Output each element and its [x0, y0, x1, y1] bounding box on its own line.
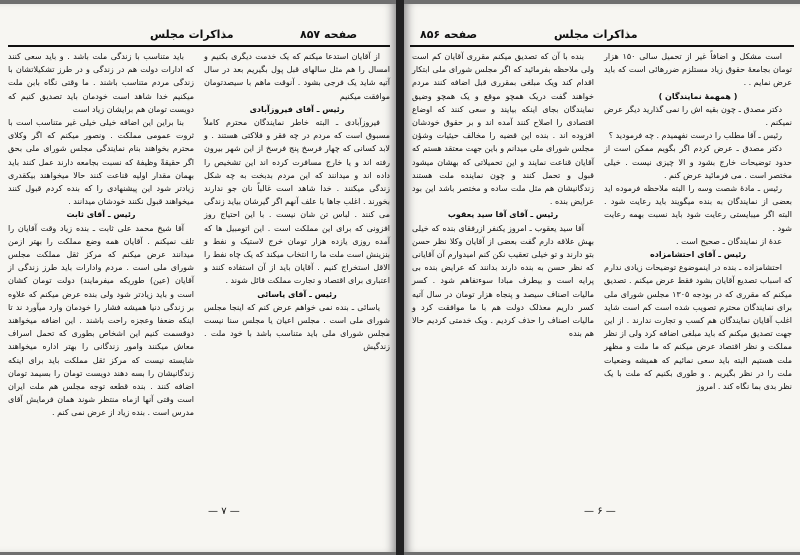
paragraph: یاسائی ـ بنده نمی خواهم عرض کنم که اینجا مجلس شورای ملی است . مجلس اعیان یا مجلس سنا نیست مجلس شورای ملی باید متناسب باشد با خود ملت . زندگیش [204, 302, 390, 352]
header-title: مذاکرات مجلس [150, 28, 234, 41]
paragraph: آقا سید یعقوب ـ امروز یکنفر ازرفقای بنده که خیلی بهش علاقه دارم گفت بعضی از آقایان وکلا نظر حسن بتو دارند و تو خیلی تعقیب نکن کنم امیدوارم آن آقایانی که نظر حسن به بنده دارند بدانند که عرایض بنده بی پرایه است و بیطرف مبادا سوءتفاهم شود . کسر مالیات اصناف سیصد و پنجاه هزار تومان در سال آتیه کسر داریم معذلک دولت هم با ما موافقت کرد و مالیات اصناف را حذف کردیم . ویک خدمتی کردیم حالا هم بنده [412, 223, 594, 339]
paragraph: از آقایان استدعا میکنم که یک خدمت دیگری بکنیم و امسال را هم مثل سالهای قبل پول بگیریم بعد در سال آتیه شاید یک فرجی بشود . آنوقت ماهم با سیصدتومان موافقت میکنیم [204, 52, 390, 101]
column-outer [8, 50, 194, 420]
paragraph: رئیس ـ مادهٔ شصت وسه را البته ملاحظه فرموده اید بعضی از نمایندگان به بنده میگویند باید رعایت شود . البته اگر میبایستی رعایت شود باید نسبت بهمه رعایت شود . [604, 184, 792, 233]
paragraph: بنا براین این اضافه خیلی خیلی غیر متناسب است با ثروت عمومی مملکت . ونصور میکنم که اگر وکلای محترم بخواهند بنام نمایندگی مجلس شورای ملی بحق اگر حقیقةً وظیفهٔ که نسبت بجامعه دارند عمل کنند باید بهمان مقدار اولیه قناعت کنند حالا میخواهند بیکقدری زیادتر شود این پیشنهادی را که بنده کردم قبول کنند میخواهند قبول نکنند خودشان میدانند . [8, 118, 194, 207]
right-page [404, 4, 800, 552]
book-spine [396, 0, 404, 555]
header-page-number: صفحه ۸۵۷ [300, 28, 358, 41]
paragraph: عدهٔ از نمایندگان ـ صحیح است . [676, 236, 782, 246]
paragraph: است مشکل و اضافاً غیر از تحمیل سالی ۱۵۰ هزار تومان بجامعهٔ حقوق زیاد مستلزم ضررهائی است که باید عرض نمایم . . [604, 52, 792, 88]
header-rule [8, 45, 390, 47]
paragraph: باید متناسب با زندگی ملت باشد . و باید سعی کنند که ادارات دولت هم در زندگی و در طرز تشکیلاتشان با زندگی مردم متناسب باشند . ما وقتی نگاه بابن ملت میکنیم خدا شاهد است خودمان باید تصدیق کنیم که دویست تومان هم برایشان زیاد است [8, 52, 194, 114]
speaker-heading: رئیس ـ آقای یاسائی [257, 289, 337, 299]
left-page [0, 4, 396, 552]
speaker-heading: رئیس ـ آقای احتشامزاده [649, 250, 746, 260]
paragraph: دکتر مصدق ـ چون بقیه اش را نمی گذارید دیگر عرض نمیکنم . [604, 104, 792, 128]
page-number: — ۷ — [208, 506, 240, 517]
paragraph: بنده با آن که تصدیق میکنم مقرری آقایان کم است ولی ملاحظه بفرمائید که اگر مجلس شورای ملی ابتکار اقدام کند ویک مبلغی بمقرری قبل اضافه کنند مردم خواهند گفت دریک همچو موقع و یک همچو وضیق نمایندگان بجای اینکه بیایند و سعی کنند که اوضاع اقتصادی را اصلاح کنند آمده اند و بر حقوق خودشان افزوده اند . بنده این قضیه را مخالف حیثیات وشؤن مجلس شورای ملی میدانم و باین جهت معتقد هستم که آقایان قناعت نمایند و این تحمیلاتی که بهشان میشود قبول و تحمل کنند و چون نماینده ملت هستند زندگانیشان هم مثل ملت ساده و مختصر باشد این بود عرایض بنده . [412, 52, 594, 207]
header-page-number: صفحه ۸۵۶ [420, 28, 478, 41]
paragraph: دکتر مصدق ـ عرض کردم اگر بگویم ممکن است از حدود توضیحات خارج بشود و الا چیزی نیست . خیلی مختصر است . می فرمائید عرض کنم . [604, 144, 792, 180]
column-inner [204, 50, 390, 354]
column-outer [604, 50, 792, 393]
paragraph: فیروزآبادی ـ البته خاطر نمایندگان محترم کاملاً مسبوق است که مردم در چه فقر و فلاکتی هستند . و لابد کسانی که چهار فرسخ پنج فرسخ از این شهر بیرون رفته اند و یا خارج مسافرت کرده اند این تشخیص را داده اند و میدانند که این مردم بدبخت به چه شکل زندگی میکنند . خدا شاهد است غالباً نان جو ندارند بخورند . اغلب جاها با علف آنهم اگر گیرشان بیاید زندگی می کنند . لباس تن شان نیست . با این احتیاج روز افزونی که برای این مملکت است . این اتومبیل ها که آمده روزی یازده هزار تومان خرج لاستیک و نفط و بنزینش است ملت ما را انتخاب میکند که یک چاه نفط را الاقل استخراج کنیم . آقایان باید از آن استفاده کنند و اعتباری برای اقتصاد و تجارت مملکت قائل شوند . [204, 118, 390, 286]
header-title: مذاکرات مجلس [554, 28, 638, 41]
column-inner [412, 50, 594, 340]
speaker-heading: رئیس ـ آقای آقا سید یعقوب [447, 210, 559, 220]
paragraph: آقا شیخ محمد علی ثابت ـ بنده زیاد وقت آقایان را تلف نمیکنم . آقایان همه وضع مملکت را بهتر ازمن میدانند عرض میکنم که مرکز ثقل مملکت مجلس شورای ملی است . مردم وادارات باید طرز زندگی از آقایان (عین) طوریکه میفرمایند) دولت تومان کشان است و باید زیادتر شود ولی بنده عرض میکنم که علاوه بر زندگی دنیا همیشه فشار را خودمان وارد میآورد ند تا اینکه ضعفا وعجزه راحت باشند . این اضافه میخواهند دوقسمت کنیم این اشخاص بطوری که تحمل اسراف معاش میکنند وامور زندگانی را بهتر اداره میخواهند شایسته نیست که مرکز ثقل مملکت باید برای اینکه زندگانیشان را بسه دهند دویست تومان را بسیمد تومان اضافه کنند . بنده قطعه توجه مجلس هم ملت ایران است وقتی آنها ازماه منتظر شوند همان فرمایش آقای مدرس است . بنده زیاد از عرض نمی کنم . [8, 223, 194, 418]
page-number: — ۶ — [584, 506, 616, 517]
speaker-heading: رئیس ـ آقای ثابت [66, 210, 136, 220]
paragraph: احتشامزاده ـ بنده در اینموضوع توضیحات زیادی ندارم که اسباب تصدیع آقایان بشود فقط عرض میکنم . تصدیق میکنم که مقرری که در بودجه ۱۳۰۵ مجلس شورای ملی برای نمایندگان محترم تصویب شده است کم است شاید اغلب آقایان نمایندگان هم کسب و تجارت ندارند . از این جهت تصدیق میکنم که باید مبلغی اضافه کرد ولی از نظر مملکت و نظر اقتصاد عرض میکنم که ما ملت و مظهر ملت هستیم البته باید سعی نمائیم که همیشه وضعیات ملت را در نظر بگیریم . و طوری بکنیم که ملت با یک نظر بدی بما نگاه کند . امروز [604, 263, 792, 392]
header-rule [410, 45, 794, 47]
speaker-heading: ( همهمهٔ نمایندگان ) [658, 91, 738, 101]
speaker-heading: رئیس ـ آقای فیروزآبادی [249, 104, 345, 114]
paragraph: رئیس ـ آقا مطلب را درست نفهمیدم . چه فرمودید ؟ [608, 131, 782, 141]
